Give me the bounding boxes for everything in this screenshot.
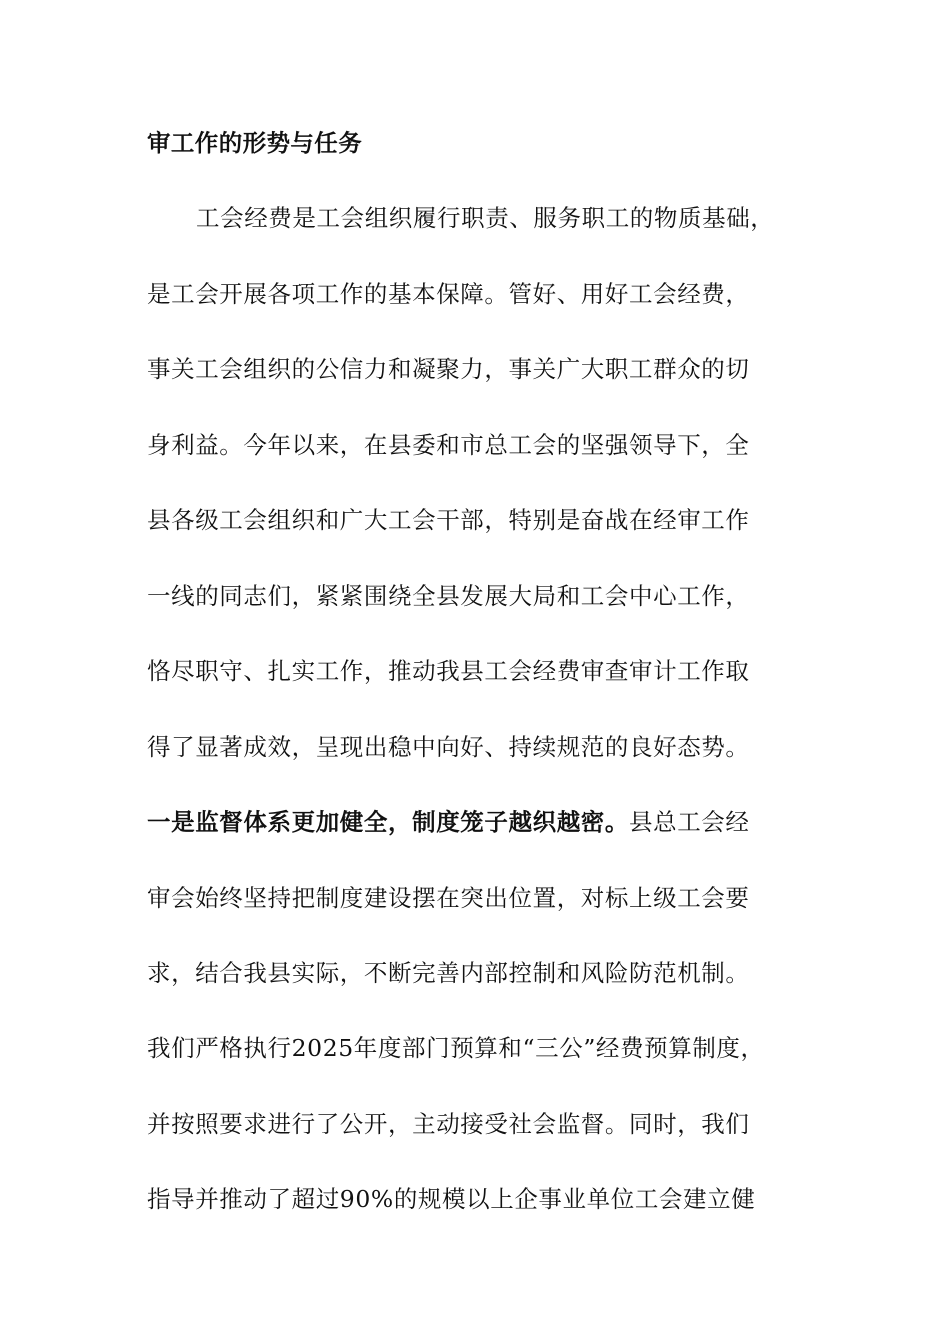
paragraph-line: 一线的同志们，紧紧围绕全县发展大局和工会中心工作， bbox=[147, 582, 750, 610]
paragraph-line: 县各级工会组织和广大工会干部，特别是奋战在经审工作 bbox=[147, 506, 750, 534]
paragraph-line: 得了显著成效，呈现出稳中向好、持续规范的良好态势。 bbox=[147, 733, 750, 761]
point-one-heading: 一是监督体系更加健全，制度笼子越织越密。 bbox=[147, 808, 629, 836]
paragraph-line: 工会经费是工会组织履行职责、服务职工的物质基础， bbox=[196, 204, 775, 232]
point-one-text: 县总工会经 bbox=[629, 808, 750, 836]
paragraph-line: 并按照要求进行了公开，主动接受社会监督。同时，我们 bbox=[147, 1110, 750, 1138]
paragraph-line: 是工会开展各项工作的基本保障。管好、用好工会经费， bbox=[147, 280, 750, 308]
paragraph-line: 恪尽职守、扎实工作，推动我县工会经费审查审计工作取 bbox=[147, 657, 750, 685]
paragraph-line: 身利益。今年以来，在县委和市总工会的坚强领导下，全 bbox=[147, 431, 750, 459]
section-title: 审工作的形势与任务 bbox=[147, 129, 363, 157]
paragraph-line: 求，结合我县实际，不断完善内部控制和风险防范机制。 bbox=[147, 959, 750, 987]
paragraph-line: 我们严格执行2025年度部门预算和“三公”经费预算制度， bbox=[147, 1034, 765, 1062]
point-one-line bbox=[147, 806, 827, 838]
paragraph-line: 指导并推动了超过90%的规模以上企事业单位工会建立健 bbox=[147, 1185, 756, 1213]
paragraph-line: 事关工会组织的公信力和凝聚力，事关广大职工群众的切 bbox=[147, 355, 750, 383]
paragraph-line: 审会始终坚持把制度建设摆在突出位置，对标上级工会要 bbox=[147, 884, 750, 912]
